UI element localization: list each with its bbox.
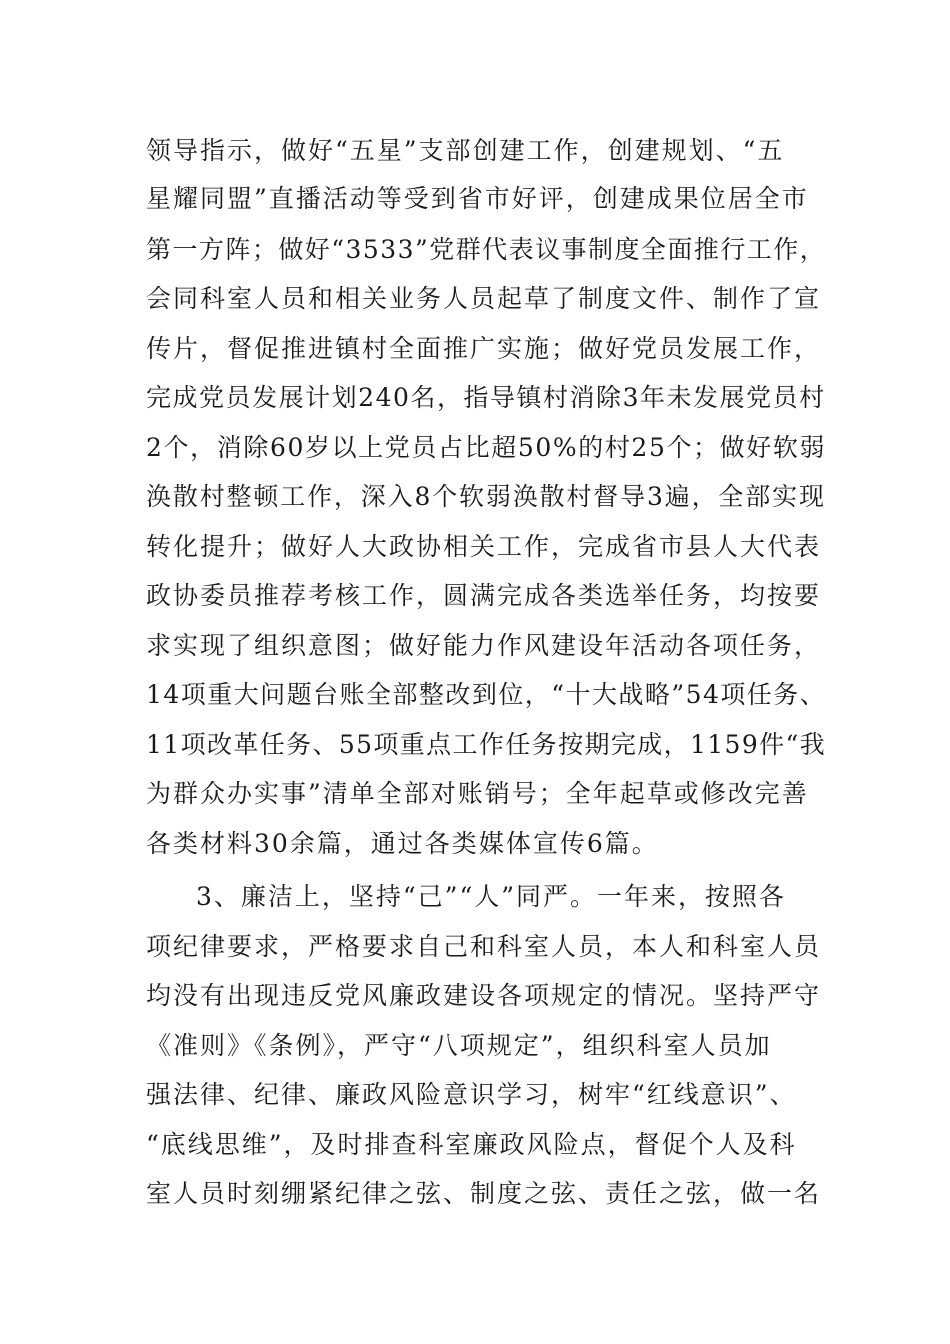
paragraph-1-line-11: 求实现了组织意图；做好能力作风建设年活动各项任务， [146,631,822,660]
paragraph-1-line-12: 14项重大问题台账全部整改到位，“十大战略”54项任务、 [146,680,827,709]
paragraph-1-line-9: 转化提升；做好人大政协相关工作，完成省市县人大代表 [146,532,822,561]
paragraph-1-line-6: 完成党员发展计划240名，指导镇村消除3年未发展党员村 [146,383,826,412]
paragraph-1-line-14: 为群众办实事”清单全部对账销号；全年起草或修改完善 [146,779,809,808]
paragraph-2-line-6: “底线思维”，及时排查科室廉政风险点，督促个人及科 [146,1130,797,1159]
paragraph-1-line-15: 各类材料30余篇，通过各类媒体宣传6篇。 [146,829,659,858]
paragraph-2-line-4: 《准则》《条例》，严守“八项规定”，组织科室人员加 [146,1031,772,1060]
paragraph-2-line-7: 室人员时刻绷紧纪律之弦、制度之弦、责任之弦，做一名 [146,1179,822,1208]
paragraph-2-line-1: 3、廉洁上，坚持“己”“人”同严。一年来，按照各 [196,882,787,911]
paragraph-2-line-5: 强法律、纪律、廉政风险意识学习，树牢“红线意识”、 [146,1080,797,1109]
paragraph-1-line-2: 星耀同盟”直播活动等受到省市好评，创建成果位居全市 [146,184,809,213]
paragraph-1-line-5: 传片，督促推进镇村全面推广实施；做好党员发展工作， [146,334,822,363]
paragraph-2-line-3: 均没有出现违反党风廉政建设各项规定的情况。坚持严守 [146,981,822,1010]
paragraph-1-line-7: 2个，消除60岁以上党员占比超50%的村25个；做好软弱 [146,433,827,462]
paragraph-1-line-8: 涣散村整顿工作，深入8个软弱涣散村督导3遍，全部实现 [146,482,826,511]
paragraph-1-line-13: 11项改革任务、55项重点工作任务按期完成，1159件“我 [146,730,827,759]
paragraph-2-line-2: 项纪律要求，严格要求自己和科室人员，本人和科室人员 [146,932,822,961]
paragraph-1-line-4: 会同科室人员和相关业务人员起草了制度文件、制作了宣 [146,284,822,313]
paragraph-1-line-1: 领导指示，做好“五星”支部创建工作，创建规划、“五 [146,136,785,165]
paragraph-1-line-3: 第一方阵；做好“3533”党群代表议事制度全面推行工作， [146,235,827,264]
paragraph-1-line-10: 政协委员推荐考核工作，圆满完成各类选举任务，均按要 [146,581,822,610]
